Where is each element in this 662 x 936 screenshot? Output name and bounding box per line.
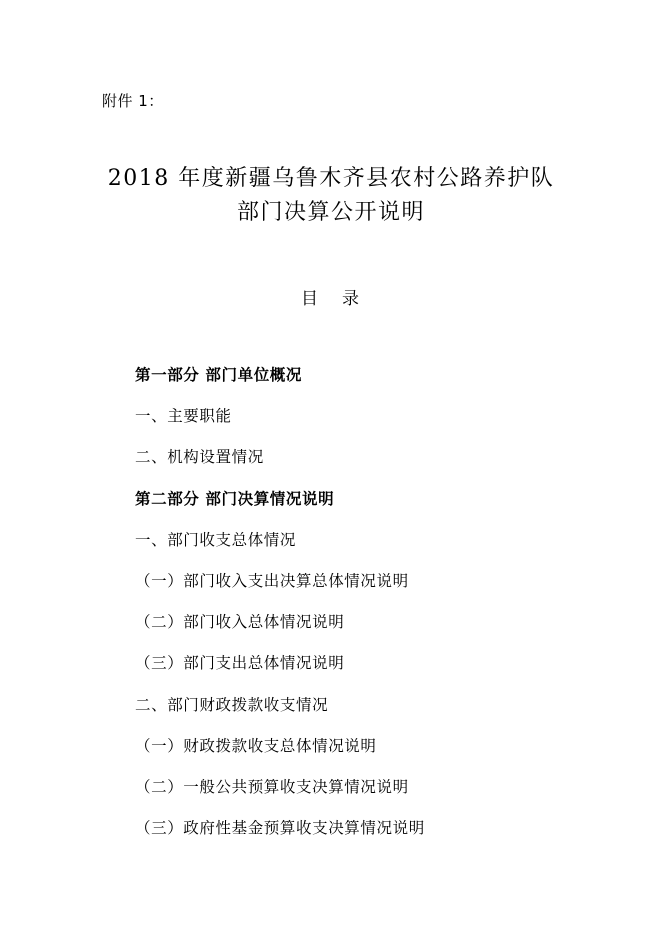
- toc-item: （三）政府性基金预算收支决算情况说明: [135, 819, 425, 838]
- toc-item: 一、部门收支总体情况: [135, 530, 297, 549]
- toc-heading-char-2: 录: [342, 289, 361, 309]
- title-line-1: 2018 年度新疆乌鲁木齐县农村公路养护队: [107, 166, 555, 191]
- table-of-contents: [135, 364, 605, 858]
- toc-item: 第一部分 部门单位概况: [135, 366, 302, 384]
- toc-item: （二）部门收入总体情况说明: [135, 613, 345, 632]
- attachment-label: 附件 1：: [102, 92, 164, 110]
- toc-item: 一、主要职能: [135, 407, 232, 426]
- toc-item: 二、部门财政拨款收支情况: [135, 695, 329, 714]
- toc-item: （二）一般公共预算收支决算情况说明: [135, 777, 409, 796]
- toc-item: 第二部分 部门决算情况说明: [135, 489, 335, 508]
- title-line-2: 部门决算公开说明: [236, 200, 425, 225]
- toc-item: （三）部门支出总体情况说明: [135, 654, 345, 673]
- toc-heading-char-1: 目: [301, 289, 320, 309]
- document-title: [0, 162, 662, 230]
- toc-item: （一）财政拨款收支总体情况说明: [135, 736, 377, 755]
- toc-item: 二、机构设置情况: [135, 448, 264, 467]
- toc-item: （一）部门收入支出决算总体情况说明: [135, 571, 409, 590]
- toc-heading: [0, 284, 662, 309]
